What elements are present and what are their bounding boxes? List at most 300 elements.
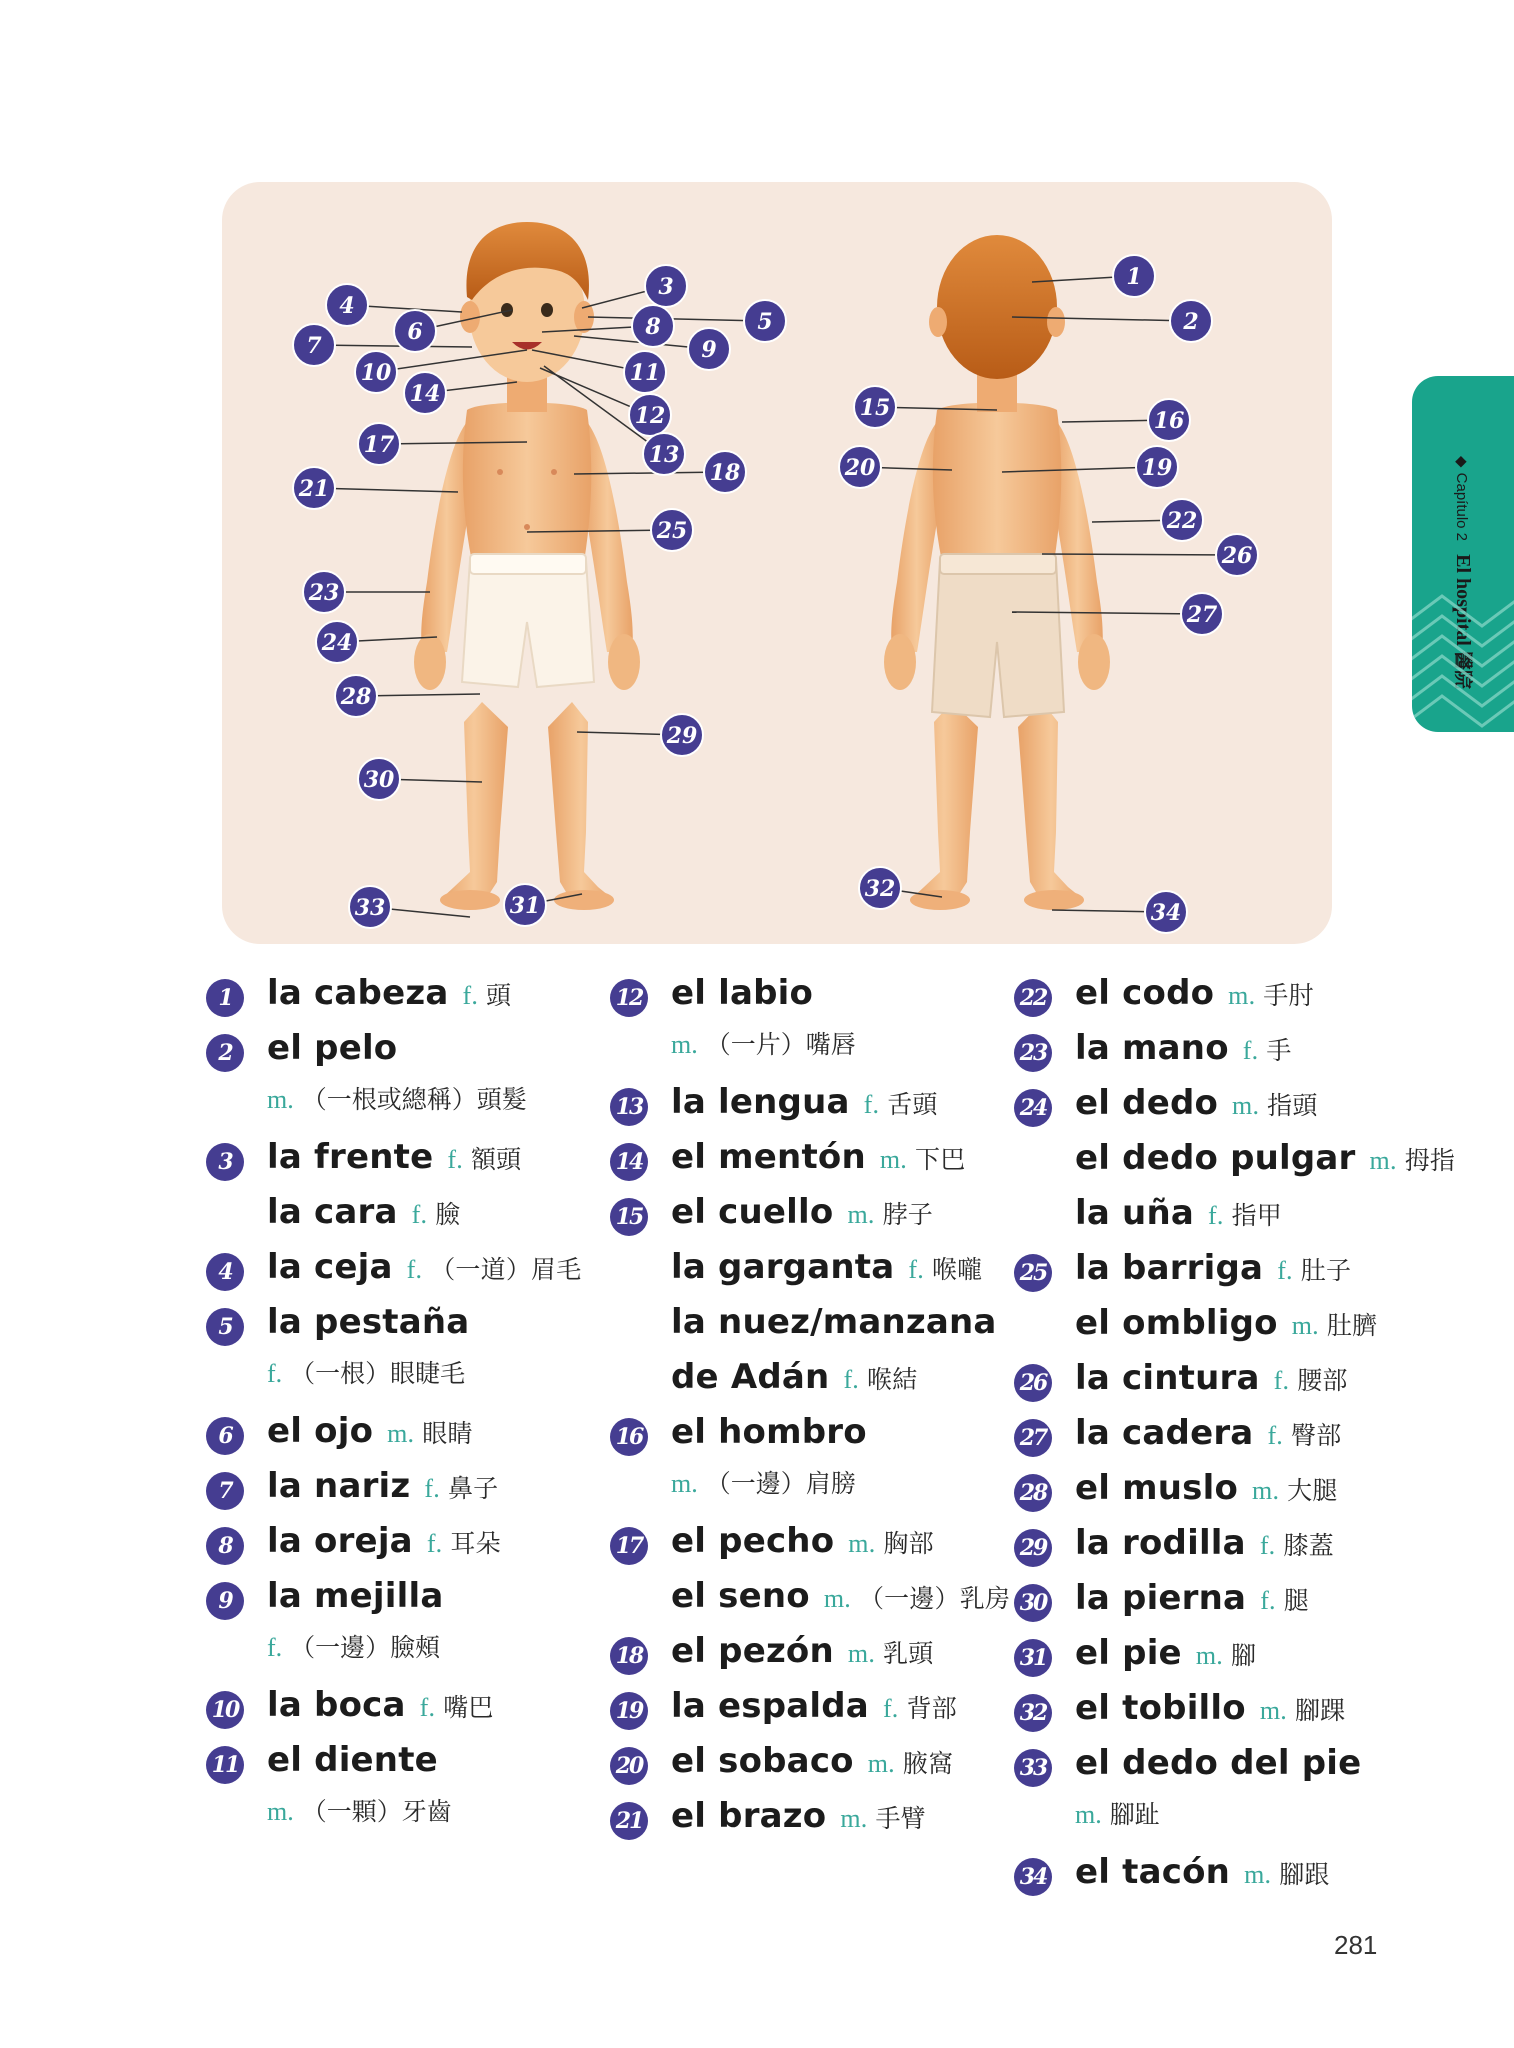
badge-number: 18 [709, 460, 741, 486]
figure-number-badge [504, 884, 546, 926]
figure-number-badge [1113, 255, 1155, 297]
vocab-subline [206, 1792, 606, 1846]
number-badge: 30 [1014, 1584, 1052, 1622]
gender-label: m. [267, 1797, 294, 1826]
gender-label: m. [1291, 1311, 1319, 1340]
chinese-translation: 腿 [1283, 1586, 1309, 1615]
number-badge: 18 [610, 1637, 648, 1675]
gender-label: m. [387, 1419, 415, 1448]
vocab-subline [610, 1025, 1010, 1079]
badge-number: 28 [340, 684, 372, 710]
vocab-line [1014, 1245, 1444, 1300]
figure-number-badge [1161, 499, 1203, 541]
spanish-term [671, 1302, 997, 1342]
badge-number: 25 [656, 518, 688, 544]
vocab-entry [1014, 970, 1444, 1025]
figure-number-badge [335, 675, 377, 717]
vocab-entry [206, 1408, 606, 1463]
spanish-term [267, 1466, 498, 1506]
spanish-term [671, 1576, 1010, 1616]
chinese-translation: （一片）嘴唇 [705, 1030, 856, 1059]
spanish-word: la cara [267, 1192, 398, 1232]
vocab-entry [610, 1354, 1010, 1409]
vocab-line [610, 1134, 1010, 1189]
figure-number-badge [704, 451, 746, 493]
vocab-line [1014, 1300, 1444, 1355]
chinese-translation: 脖子 [882, 1200, 933, 1229]
chapter-title-es: El hospital [1452, 554, 1474, 646]
spanish-word: la boca [267, 1685, 406, 1725]
number-badge: 13 [610, 1088, 648, 1126]
vocab-line [610, 1628, 1010, 1683]
spanish-word: la nuez/manzana [671, 1302, 997, 1342]
vocab-entry [206, 1518, 606, 1573]
badge-number: 22 [1166, 508, 1198, 534]
gender-label: f. [424, 1474, 440, 1503]
vocab-entry [1014, 1630, 1444, 1685]
chinese-translation: 拇指 [1404, 1146, 1456, 1175]
number-badge: 1 [206, 979, 244, 1017]
vocab-line [610, 1189, 1010, 1244]
spanish-word: el pecho [671, 1521, 835, 1561]
vocab-line [1014, 1520, 1444, 1575]
badge-number: 14 [409, 381, 441, 407]
vocab-line [1014, 1025, 1444, 1080]
vocab-line [610, 1354, 1010, 1409]
vocab-line [610, 1244, 1010, 1299]
vocab-line [206, 1025, 606, 1080]
chinese-translation: 手肘 [1263, 981, 1314, 1010]
figure-number-badge [643, 433, 685, 475]
number-badge: 12 [610, 979, 648, 1017]
figure-number-badge [326, 284, 368, 326]
vocab-entry [1014, 1355, 1444, 1410]
spanish-word: el ojo [267, 1411, 374, 1451]
leader-line [1042, 554, 1237, 555]
vocab-line [1014, 1190, 1444, 1245]
spanish-word: la cintura [1075, 1358, 1260, 1398]
chinese-translation: 乳頭 [883, 1639, 934, 1668]
spanish-word: la pierna [1075, 1578, 1247, 1618]
vocab-line [206, 1737, 606, 1792]
gender-label: f. [1267, 1421, 1284, 1450]
vocab-entry [1014, 1410, 1444, 1465]
chinese-translation: 腳 [1230, 1641, 1257, 1670]
chapter-title-zh: 醫院 [1452, 650, 1474, 689]
vocab-entry [206, 1299, 606, 1408]
vocab-entry [206, 1134, 606, 1189]
chinese-translation: 胸部 [883, 1529, 934, 1558]
gender-label: m. [823, 1584, 851, 1613]
vocab-line [1014, 1410, 1444, 1465]
vocab-entry [610, 1299, 1010, 1354]
badge-number: 32 [864, 876, 896, 902]
gender-label: m. [671, 1469, 698, 1498]
spanish-word: la pestaña [267, 1302, 470, 1342]
body-parts-illustration [222, 182, 1332, 944]
spanish-word: la frente [267, 1137, 434, 1177]
chinese-translation: 額頭 [470, 1145, 522, 1174]
gender-label: f. [406, 1255, 423, 1284]
figure-number-badge [1216, 534, 1258, 576]
spanish-word: el cuello [671, 1192, 834, 1232]
figure-number-badge [1145, 891, 1187, 933]
spanish-term [671, 1741, 953, 1781]
badge-number: 8 [645, 314, 661, 340]
spanish-term [1075, 1028, 1292, 1068]
vocab-entry [1014, 1080, 1444, 1135]
number-badge: 15 [610, 1198, 648, 1236]
spanish-term [1075, 1358, 1348, 1398]
chinese-translation: 舌頭 [887, 1090, 938, 1119]
chinese-translation: 手 [1266, 1036, 1292, 1065]
badge-number: 21 [298, 476, 330, 502]
vocab-subline [206, 1628, 606, 1682]
figure-number-badge [1170, 300, 1212, 342]
spanish-term [267, 1247, 581, 1287]
figure-number-badge [349, 886, 391, 928]
vocab-entry [206, 1682, 606, 1737]
vocab-entry [1014, 1575, 1444, 1630]
spanish-word: la barriga [1075, 1248, 1264, 1288]
spanish-term [267, 1685, 494, 1725]
badge-number: 2 [1183, 309, 1199, 335]
vocab-entry [1014, 1300, 1444, 1355]
vocab-line [1014, 1740, 1444, 1795]
vocab-entry [1014, 1740, 1444, 1849]
gender-label: f. [1260, 1586, 1276, 1615]
vocab-entry [610, 1409, 1010, 1518]
vocab-subline [206, 1080, 606, 1134]
gender-label: m. [879, 1145, 907, 1174]
vocab-entry [1014, 1245, 1444, 1300]
chinese-translation: 耳朵 [450, 1529, 501, 1558]
gender-label: m. [847, 1639, 876, 1668]
spanish-term [671, 1137, 965, 1177]
figure-number-badge [316, 621, 358, 663]
vocab-line [610, 1738, 1010, 1793]
figure-number-badge [624, 351, 666, 393]
spanish-word: la espalda [671, 1686, 869, 1726]
vocab-line [206, 970, 606, 1025]
number-badge: 7 [206, 1472, 244, 1510]
chinese-translation: 腳跟 [1279, 1860, 1330, 1889]
vocab-line [206, 1244, 606, 1299]
chinese-translation: 腰部 [1297, 1366, 1348, 1395]
spanish-term [671, 1796, 926, 1836]
chevron-pattern-icon [1412, 586, 1514, 732]
chinese-translation: 腳踝 [1294, 1696, 1346, 1725]
figure-number-badge [394, 310, 436, 352]
vocab-line [206, 1682, 606, 1737]
chinese-translation: （一根或總稱）頭髮 [301, 1085, 527, 1114]
vocab-line [610, 1518, 1010, 1573]
spanish-term [1075, 1248, 1351, 1288]
vocab-subline [206, 1354, 606, 1408]
spanish-term [267, 1740, 438, 1780]
spanish-word: el muslo [1075, 1468, 1239, 1508]
spanish-word: el tobillo [1075, 1688, 1246, 1728]
chinese-translation: 腋窩 [902, 1749, 954, 1778]
front-boy [414, 222, 640, 910]
number-badge: 19 [610, 1692, 648, 1730]
vocab-column-2 [610, 970, 1010, 1848]
spanish-term [1075, 1193, 1282, 1233]
spanish-word: el ombligo [1075, 1303, 1278, 1343]
badge-number: 27 [1186, 602, 1218, 628]
vocab-entry [206, 1244, 606, 1299]
vocab-line [206, 1518, 606, 1573]
gender-label: m. [847, 1200, 875, 1229]
gender-label: f. [447, 1145, 463, 1174]
vocab-line [206, 1299, 606, 1354]
gender-label: m. [267, 1085, 294, 1114]
figure-number-badge [688, 328, 730, 370]
spanish-term [267, 1521, 501, 1561]
spanish-word: la mano [1075, 1028, 1229, 1068]
spanish-term [267, 1302, 469, 1342]
spanish-word: el pezón [671, 1631, 834, 1671]
spanish-word: el tacón [1075, 1852, 1231, 1892]
vocab-entry [610, 970, 1010, 1079]
spanish-word: la cabeza [267, 973, 449, 1013]
gender-label: m. [1369, 1146, 1397, 1175]
gender-label: f. [863, 1090, 880, 1119]
number-badge: 10 [206, 1691, 244, 1729]
gender-label: f. [908, 1255, 924, 1284]
figure-number-badge [1148, 399, 1190, 441]
number-badge: 14 [610, 1143, 648, 1181]
spanish-word: la lengua [671, 1082, 850, 1122]
vocab-line [610, 1299, 1010, 1354]
vocab-entry [610, 1189, 1010, 1244]
figure-number-badge [661, 714, 703, 756]
chinese-translation: 膝蓋 [1283, 1531, 1334, 1560]
chapter-number: Capítulo 2 [1453, 472, 1470, 542]
gender-label: m. [1232, 1091, 1260, 1120]
vocab-line [1014, 1849, 1444, 1904]
chinese-translation: （一邊）肩膀 [705, 1469, 856, 1498]
vocab-line [1014, 1135, 1456, 1190]
vocab-entry [610, 1573, 1010, 1628]
spanish-word: la oreja [267, 1521, 413, 1561]
gender-label: f. [1273, 1366, 1290, 1395]
chapter-tab[interactable] [1412, 376, 1514, 732]
chinese-translation: 頭 [486, 981, 512, 1010]
vocab-line [1014, 1685, 1444, 1740]
spanish-word: de Adán [671, 1357, 830, 1397]
spanish-word: la garganta [671, 1247, 895, 1287]
badge-number: 6 [407, 319, 423, 345]
vocab-entry [206, 1025, 606, 1134]
number-badge: 27 [1014, 1419, 1052, 1457]
vocab-line [206, 1408, 606, 1463]
figure-number-badge [358, 423, 400, 465]
spanish-term [267, 1192, 460, 1232]
number-badge: 34 [1014, 1858, 1052, 1896]
number-badge: 11 [206, 1746, 244, 1784]
vocab-entry [206, 970, 606, 1025]
gender-label: f. [411, 1200, 428, 1229]
vocab-entry [206, 1737, 606, 1846]
figure-number-badge [651, 509, 693, 551]
spanish-term [1075, 1303, 1377, 1343]
gender-label: m. [840, 1804, 868, 1833]
chinese-translation: 鼻子 [447, 1474, 499, 1503]
gender-label: f. [1259, 1531, 1276, 1560]
spanish-term [1075, 1633, 1256, 1673]
vocab-entry [1014, 1685, 1444, 1740]
spanish-word: el codo [1075, 973, 1215, 1013]
gender-label: f. [267, 1359, 283, 1388]
spanish-term [1075, 1468, 1338, 1508]
badge-number: 20 [844, 455, 876, 481]
vocab-entry [610, 1079, 1010, 1134]
badge-number: 4 [339, 293, 355, 319]
leader-line [588, 317, 765, 321]
spanish-word: la cadera [1075, 1413, 1254, 1453]
diamond-icon: ◆ [1453, 456, 1471, 468]
chinese-translation: （一顆）牙齒 [301, 1797, 452, 1826]
figure-number-badge [859, 867, 901, 909]
spanish-word: el dedo del pie [1075, 1743, 1362, 1783]
vocab-line [610, 1079, 1010, 1134]
back-boy [884, 235, 1110, 910]
gender-label: m. [1259, 1696, 1287, 1725]
leader-line [314, 345, 472, 347]
figure-number-badge [632, 305, 674, 347]
chinese-translation: 臉 [435, 1200, 461, 1229]
spanish-term [671, 973, 813, 1013]
spanish-term [671, 1357, 917, 1397]
badge-number: 19 [1141, 455, 1173, 481]
badge-number: 33 [354, 895, 386, 921]
spanish-term [1075, 973, 1314, 1013]
spanish-term [1075, 1523, 1334, 1563]
spanish-word: el hombro [671, 1412, 867, 1452]
spanish-term [1075, 1743, 1361, 1783]
chinese-translation: 喉結 [867, 1365, 918, 1394]
gender-label: m. [1075, 1800, 1102, 1829]
number-badge: 3 [206, 1143, 244, 1181]
spanish-term [671, 1686, 957, 1726]
badge-number: 5 [757, 309, 773, 335]
spanish-word: la uña [1075, 1193, 1194, 1233]
gender-label: m. [867, 1749, 895, 1778]
vocab-line [1014, 1630, 1444, 1685]
spanish-word: la rodilla [1075, 1523, 1246, 1563]
vocab-line [206, 1573, 606, 1628]
figure-number-badge [744, 300, 786, 342]
vocab-entry [206, 1573, 606, 1682]
number-badge: 17 [610, 1527, 648, 1565]
number-badge: 20 [610, 1747, 648, 1785]
number-badge: 2 [206, 1034, 244, 1072]
gender-label: f. [267, 1633, 283, 1662]
spanish-term [1075, 1852, 1330, 1892]
figure-number-badge [839, 446, 881, 488]
spanish-term [267, 1576, 443, 1616]
vocab-line [1014, 1355, 1444, 1410]
body-figures [222, 182, 1332, 944]
vocab-line [610, 1793, 1010, 1848]
chinese-translation: 嘴巴 [443, 1693, 494, 1722]
spanish-word: el diente [267, 1740, 438, 1780]
spanish-term [1075, 1138, 1455, 1178]
vocab-line [610, 1573, 1010, 1628]
vocab-line [1014, 1080, 1444, 1135]
number-badge: 32 [1014, 1694, 1052, 1732]
badge-number: 30 [363, 767, 395, 793]
badge-number: 24 [321, 630, 353, 656]
number-badge: 9 [206, 1582, 244, 1620]
spanish-word: el seno [671, 1576, 810, 1616]
vocab-subline [1014, 1795, 1444, 1849]
vocab-line [1014, 1575, 1444, 1630]
badge-number: 31 [509, 893, 541, 919]
chinese-translation: 指頭 [1267, 1091, 1318, 1120]
number-badge: 4 [206, 1253, 244, 1291]
number-badge: 22 [1014, 979, 1052, 1017]
gender-label: f. [462, 981, 479, 1010]
vocab-entry [1014, 1025, 1444, 1080]
badge-number: 17 [363, 432, 395, 458]
chinese-translation: 眼睛 [422, 1419, 473, 1448]
figure-number-badge [629, 394, 671, 436]
vocab-subline [610, 1464, 1010, 1518]
spanish-term [671, 1412, 867, 1452]
number-badge: 26 [1014, 1364, 1052, 1402]
spanish-word: el mentón [671, 1137, 866, 1177]
number-badge: 21 [610, 1802, 648, 1840]
number-badge: 29 [1014, 1529, 1052, 1567]
chinese-translation: 背部 [906, 1694, 957, 1723]
chinese-translation: 大腿 [1287, 1476, 1338, 1505]
number-badge: 31 [1014, 1639, 1052, 1677]
spanish-word: el dedo pulgar [1075, 1138, 1356, 1178]
badge-number: 7 [306, 333, 322, 359]
chinese-translation: 肚子 [1300, 1256, 1352, 1285]
gender-label: f. [882, 1694, 899, 1723]
number-badge: 23 [1014, 1034, 1052, 1072]
spanish-word: la ceja [267, 1247, 393, 1287]
vocab-line [206, 1189, 606, 1244]
vocab-line [610, 1409, 1010, 1464]
vocab-entry [610, 1518, 1010, 1573]
gender-label: m. [1228, 981, 1256, 1010]
spanish-word: el sobaco [671, 1741, 854, 1781]
chinese-translation: 下巴 [915, 1145, 966, 1174]
spanish-term [267, 1411, 473, 1451]
spanish-word: el dedo [1075, 1083, 1219, 1123]
chinese-translation: 臀部 [1291, 1421, 1342, 1450]
spanish-term [671, 1082, 938, 1122]
badge-number: 15 [859, 395, 891, 421]
number-badge: 33 [1014, 1749, 1052, 1787]
number-badge: 28 [1014, 1474, 1052, 1512]
spanish-word: el pelo [267, 1028, 398, 1068]
badge-number: 10 [360, 360, 392, 386]
number-badge: 5 [206, 1308, 244, 1346]
gender-label: f. [843, 1365, 859, 1394]
figure-number-badge [854, 386, 896, 428]
chinese-translation: （一邊）臉頰 [290, 1633, 441, 1662]
badge-number: 23 [308, 580, 340, 606]
badge-number: 26 [1221, 543, 1253, 569]
chinese-translation: 喉嚨 [931, 1255, 983, 1284]
vocab-entry [206, 1463, 606, 1518]
spanish-word: la mejilla [267, 1576, 444, 1616]
